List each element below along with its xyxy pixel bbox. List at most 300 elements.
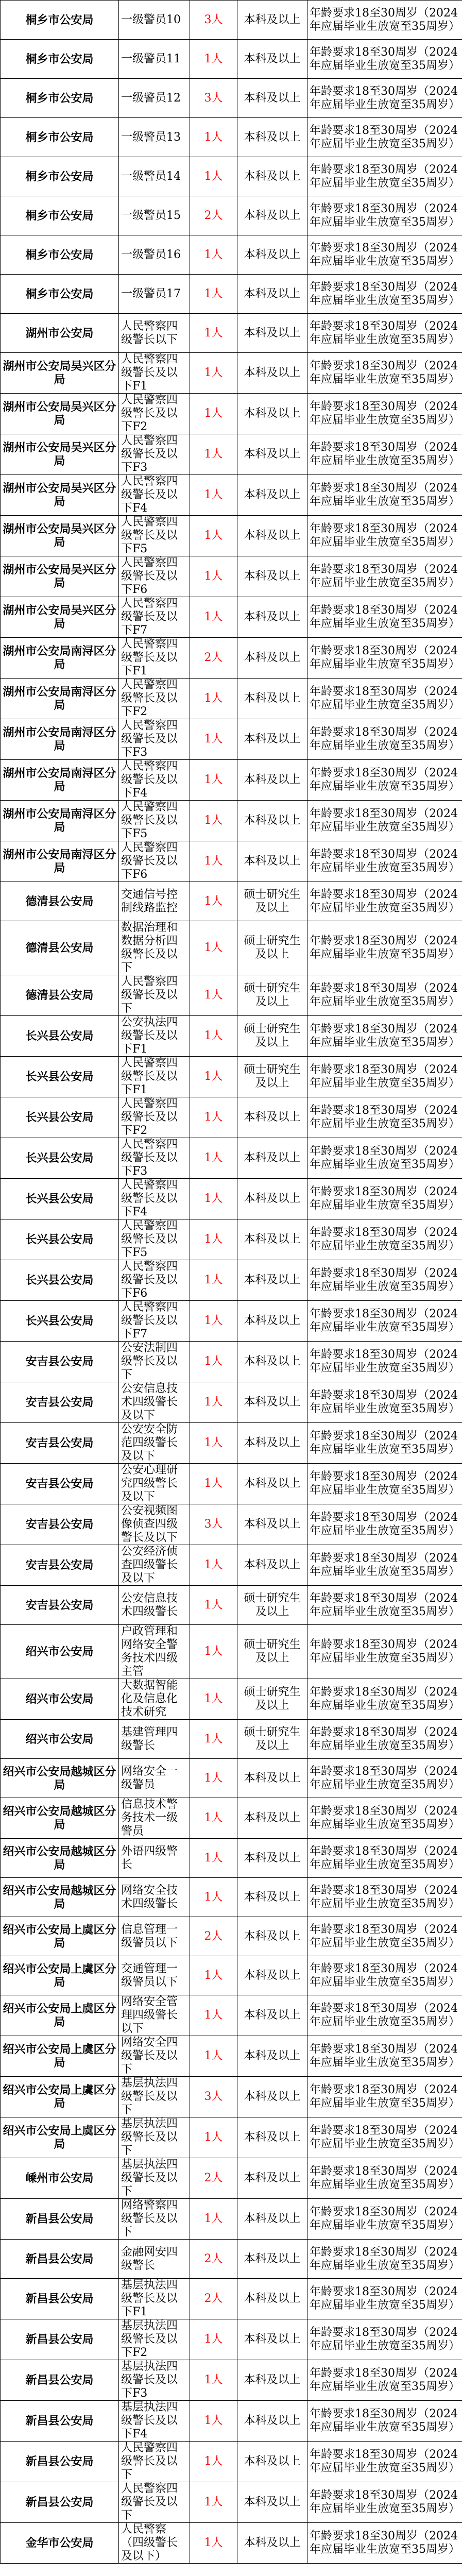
headcount-cell: 2人 <box>190 2240 237 2279</box>
education-cell: 本科及以上 <box>237 1138 307 1179</box>
unit-cell: 桐乡市公安局 <box>1 40 119 79</box>
unit-cell: 长兴县公安局 <box>1 1179 119 1219</box>
requirement-cell: 年龄要求18至30周岁（2024年应届毕业生放宽至35周岁） <box>307 2117 462 2158</box>
headcount-cell: 2人 <box>190 1917 237 1956</box>
table-row <box>1 1798 462 1839</box>
post-cell: 人民警察四级警长及以下 <box>119 975 190 1016</box>
unit-cell: 绍兴市公安局越城区分局 <box>1 1839 119 1878</box>
headcount-cell: 2人 <box>190 2158 237 2199</box>
requirement-cell: 年龄要求18至30周岁（2024年应届毕业生放宽至35周岁） <box>307 2523 462 2564</box>
headcount-cell: 1人 <box>190 1995 237 2036</box>
headcount-cell: 1人 <box>190 2442 237 2482</box>
post-cell: 网络安全一级警员 <box>119 1759 190 1798</box>
table-row <box>1 2077 462 2117</box>
education-cell: 本科及以上 <box>237 1179 307 1219</box>
post-cell: 人民警察四级警长及以下F4 <box>119 1179 190 1219</box>
table-row <box>1 475 462 516</box>
requirement-cell: 年龄要求18至30周岁（2024年应届毕业生放宽至35周岁） <box>307 1545 462 1586</box>
table-row <box>1 2523 462 2564</box>
requirement-cell: 年龄要求18至30周岁（2024年应届毕业生放宽至35周岁） <box>307 760 462 801</box>
education-cell: 硕士研究生及以上 <box>237 1057 307 1097</box>
headcount-cell: 1人 <box>190 157 237 196</box>
headcount-cell: 1人 <box>190 1097 237 1138</box>
education-cell: 硕士研究生及以上 <box>237 1586 307 1625</box>
requirement-cell: 年龄要求18至30周岁（2024年应届毕业生放宽至35周岁） <box>307 196 462 235</box>
post-cell: 人民警察四级警长及以下F3 <box>119 1138 190 1179</box>
unit-cell: 新昌县公安局 <box>1 2482 119 2523</box>
unit-cell: 桐乡市公安局 <box>1 196 119 235</box>
education-cell: 本科及以上 <box>237 1219 307 1260</box>
table-row <box>1 1464 462 1504</box>
table-row <box>1 1545 462 1586</box>
table-row <box>1 1016 462 1057</box>
requirement-cell: 年龄要求18至30周岁（2024年应届毕业生放宽至35周岁） <box>307 275 462 314</box>
headcount-cell: 1人 <box>190 2117 237 2158</box>
post-cell: 一级警员10 <box>119 1 190 40</box>
unit-cell: 桐乡市公安局 <box>1 275 119 314</box>
education-cell: 本科及以上 <box>237 2077 307 2117</box>
table-row <box>1 975 462 1016</box>
table-body <box>1 1 462 2564</box>
requirement-cell: 年龄要求18至30周岁（2024年应届毕业生放宽至35周岁） <box>307 841 462 882</box>
headcount-cell: 1人 <box>190 2482 237 2523</box>
unit-cell: 新昌县公安局 <box>1 2199 119 2240</box>
unit-cell: 长兴县公安局 <box>1 1138 119 1179</box>
post-cell: 基建管理四级警长 <box>119 1720 190 1759</box>
unit-cell: 安吉县公安局 <box>1 1545 119 1586</box>
post-cell: 数据治理和数据分析四级警长及以下 <box>119 921 190 975</box>
post-cell: 户政管理和网络安全警务技术四级主管 <box>119 1625 190 1679</box>
post-cell: 一级警员11 <box>119 40 190 79</box>
post-cell: 网络安全管理四级警长以下 <box>119 1995 190 2036</box>
requirement-cell: 年龄要求18至30周岁（2024年应届毕业生放宽至35周岁） <box>307 2077 462 2117</box>
headcount-cell: 1人 <box>190 314 237 353</box>
requirement-cell: 年龄要求18至30周岁（2024年应届毕业生放宽至35周岁） <box>307 1138 462 1179</box>
requirement-cell: 年龄要求18至30周岁（2024年应届毕业生放宽至35周岁） <box>307 1342 462 1382</box>
table-row <box>1 2442 462 2482</box>
post-cell: 人民警察四级警长及以下F4 <box>119 475 190 516</box>
requirement-cell: 年龄要求18至30周岁（2024年应届毕业生放宽至35周岁） <box>307 1759 462 1798</box>
education-cell: 本科及以上 <box>237 1878 307 1917</box>
post-cell: 人民警察四级警长及以下F6 <box>119 1260 190 1301</box>
requirement-cell: 年龄要求18至30周岁（2024年应届毕业生放宽至35周岁） <box>307 882 462 921</box>
requirement-cell: 年龄要求18至30周岁（2024年应届毕业生放宽至35周岁） <box>307 2036 462 2077</box>
requirement-cell: 年龄要求18至30周岁（2024年应届毕业生放宽至35周岁） <box>307 1260 462 1301</box>
headcount-cell: 1人 <box>190 556 237 597</box>
requirement-cell: 年龄要求18至30周岁（2024年应届毕业生放宽至35周岁） <box>307 475 462 516</box>
headcount-cell: 1人 <box>190 1798 237 1839</box>
table-row <box>1 2360 462 2401</box>
education-cell: 本科及以上 <box>237 2036 307 2077</box>
headcount-cell: 1人 <box>190 719 237 760</box>
post-cell: 信息管理一级警员以下 <box>119 1917 190 1956</box>
unit-cell: 桐乡市公安局 <box>1 1 119 40</box>
table-row <box>1 1 462 40</box>
education-cell: 本科及以上 <box>237 556 307 597</box>
requirement-cell: 年龄要求18至30周岁（2024年应届毕业生放宽至35周岁） <box>307 118 462 157</box>
unit-cell: 安吉县公安局 <box>1 1342 119 1382</box>
headcount-cell: 1人 <box>190 1057 237 1097</box>
headcount-cell: 1人 <box>190 2523 237 2564</box>
unit-cell: 金华市公安局 <box>1 2523 119 2564</box>
education-cell: 本科及以上 <box>237 1464 307 1504</box>
post-cell: 信息技术警务技术一级警员 <box>119 1798 190 1839</box>
unit-cell: 绍兴市公安局上虞区分局 <box>1 1956 119 1995</box>
headcount-cell: 1人 <box>190 1839 237 1878</box>
education-cell: 本科及以上 <box>237 1995 307 2036</box>
requirement-cell: 年龄要求18至30周岁（2024年应届毕业生放宽至35周岁） <box>307 2401 462 2442</box>
unit-cell: 长兴县公安局 <box>1 1301 119 1342</box>
unit-cell: 绍兴市公安局越城区分局 <box>1 1759 119 1798</box>
headcount-cell: 3人 <box>190 1 237 40</box>
table-row <box>1 2482 462 2523</box>
table-row <box>1 1423 462 1464</box>
unit-cell: 新昌县公安局 <box>1 2442 119 2482</box>
education-cell: 本科及以上 <box>237 1342 307 1382</box>
table-row <box>1 2319 462 2360</box>
requirement-cell: 年龄要求18至30周岁（2024年应届毕业生放宽至35周岁） <box>307 40 462 79</box>
requirement-cell: 年龄要求18至30周岁（2024年应届毕业生放宽至35周岁） <box>307 314 462 353</box>
education-cell: 本科及以上 <box>237 1798 307 1839</box>
requirement-cell: 年龄要求18至30周岁（2024年应届毕业生放宽至35周岁） <box>307 679 462 719</box>
table-row <box>1 1057 462 1097</box>
unit-cell: 绍兴市公安局上虞区分局 <box>1 2036 119 2077</box>
education-cell: 本科及以上 <box>237 1504 307 1545</box>
education-cell: 硕士研究生及以上 <box>237 1016 307 1057</box>
unit-cell: 桐乡市公安局 <box>1 235 119 275</box>
headcount-cell: 1人 <box>190 394 237 434</box>
table-row <box>1 1179 462 1219</box>
requirement-cell: 年龄要求18至30周岁（2024年应届毕业生放宽至35周岁） <box>307 921 462 975</box>
post-cell: 人民警察四级警长及以下F5 <box>119 516 190 556</box>
education-cell: 本科及以上 <box>237 2199 307 2240</box>
table-row <box>1 157 462 196</box>
table-row <box>1 597 462 638</box>
headcount-cell: 1人 <box>190 1179 237 1219</box>
unit-cell: 安吉县公安局 <box>1 1382 119 1423</box>
education-cell: 硕士研究生及以上 <box>237 1679 307 1720</box>
headcount-cell: 2人 <box>190 2279 237 2319</box>
unit-cell: 安吉县公安局 <box>1 1464 119 1504</box>
requirement-cell: 年龄要求18至30周岁（2024年应届毕业生放宽至35周岁） <box>307 1219 462 1260</box>
post-cell: 公安执法四级警长及以下F1 <box>119 1016 190 1057</box>
unit-cell: 桐乡市公安局 <box>1 157 119 196</box>
education-cell: 本科及以上 <box>237 1382 307 1423</box>
requirement-cell: 年龄要求18至30周岁（2024年应届毕业生放宽至35周岁） <box>307 1 462 40</box>
unit-cell: 湖州市公安局吴兴区分局 <box>1 516 119 556</box>
table-row <box>1 394 462 434</box>
headcount-cell: 1人 <box>190 1342 237 1382</box>
unit-cell: 长兴县公安局 <box>1 1260 119 1301</box>
unit-cell: 绍兴市公安局越城区分局 <box>1 1798 119 1839</box>
table-row <box>1 2117 462 2158</box>
headcount-cell: 1人 <box>190 2036 237 2077</box>
post-cell: 大数据智能化及信息化技术研究 <box>119 1679 190 1720</box>
requirement-cell: 年龄要求18至30周岁（2024年应届毕业生放宽至35周岁） <box>307 1097 462 1138</box>
education-cell: 本科及以上 <box>237 801 307 841</box>
table-row <box>1 1504 462 1545</box>
education-cell: 本科及以上 <box>237 118 307 157</box>
table-row <box>1 638 462 679</box>
post-cell: 人民警察四级警长及以下F7 <box>119 597 190 638</box>
unit-cell: 绍兴市公安局越城区分局 <box>1 1878 119 1917</box>
table-row <box>1 1260 462 1301</box>
requirement-cell: 年龄要求18至30周岁（2024年应届毕业生放宽至35周岁） <box>307 1016 462 1057</box>
unit-cell: 绍兴市公安局上虞区分局 <box>1 1917 119 1956</box>
requirement-cell: 年龄要求18至30周岁（2024年应届毕业生放宽至35周岁） <box>307 2360 462 2401</box>
requirement-cell: 年龄要求18至30周岁（2024年应届毕业生放宽至35周岁） <box>307 2279 462 2319</box>
table-row <box>1 1382 462 1423</box>
table-row <box>1 556 462 597</box>
post-cell: 基层执法四级警长及以下 <box>119 2158 190 2199</box>
unit-cell: 长兴县公安局 <box>1 1016 119 1057</box>
requirement-cell: 年龄要求18至30周岁（2024年应届毕业生放宽至35周岁） <box>307 556 462 597</box>
headcount-cell: 1人 <box>190 1878 237 1917</box>
education-cell: 本科及以上 <box>237 516 307 556</box>
requirement-cell: 年龄要求18至30周岁（2024年应届毕业生放宽至35周岁） <box>307 1625 462 1679</box>
unit-cell: 湖州市公安局吴兴区分局 <box>1 434 119 475</box>
headcount-cell: 1人 <box>190 2360 237 2401</box>
requirement-cell: 年龄要求18至30周岁（2024年应届毕业生放宽至35周岁） <box>307 1382 462 1423</box>
post-cell: 交通信号控制线路监控 <box>119 882 190 921</box>
requirement-cell: 年龄要求18至30周岁（2024年应届毕业生放宽至35周岁） <box>307 1720 462 1759</box>
table-row <box>1 353 462 394</box>
unit-cell: 新昌县公安局 <box>1 2240 119 2279</box>
headcount-cell: 1人 <box>190 801 237 841</box>
post-cell: 人民警察四级警长及以下F3 <box>119 434 190 475</box>
requirement-cell: 年龄要求18至30周岁（2024年应届毕业生放宽至35周岁） <box>307 719 462 760</box>
headcount-cell: 1人 <box>190 40 237 79</box>
table-row <box>1 434 462 475</box>
unit-cell: 新昌县公安局 <box>1 2279 119 2319</box>
table-row <box>1 1839 462 1878</box>
unit-cell: 绍兴市公安局上虞区分局 <box>1 2077 119 2117</box>
education-cell: 本科及以上 <box>237 434 307 475</box>
post-cell: 公安视频图像侦查四级警长及以下 <box>119 1504 190 1545</box>
unit-cell: 安吉县公安局 <box>1 1586 119 1625</box>
table-row <box>1 2158 462 2199</box>
unit-cell: 湖州市公安局南浔区分局 <box>1 760 119 801</box>
table-row <box>1 1878 462 1917</box>
headcount-cell: 3人 <box>190 2077 237 2117</box>
table-row <box>1 679 462 719</box>
table-row <box>1 719 462 760</box>
headcount-cell: 1人 <box>190 275 237 314</box>
headcount-cell: 1人 <box>190 1759 237 1798</box>
table-row <box>1 1720 462 1759</box>
headcount-cell: 1人 <box>190 2199 237 2240</box>
requirement-cell: 年龄要求18至30周岁（2024年应届毕业生放宽至35周岁） <box>307 434 462 475</box>
education-cell: 本科及以上 <box>237 679 307 719</box>
headcount-cell: 1人 <box>190 1423 237 1464</box>
education-cell: 本科及以上 <box>237 1 307 40</box>
education-cell: 本科及以上 <box>237 2482 307 2523</box>
requirement-cell: 年龄要求18至30周岁（2024年应届毕业生放宽至35周岁） <box>307 2482 462 2523</box>
post-cell: 公安法制四级警长及以下 <box>119 1342 190 1382</box>
post-cell: 人民警察四级警长及以下F5 <box>119 1219 190 1260</box>
table-row <box>1 235 462 275</box>
headcount-cell: 1人 <box>190 475 237 516</box>
headcount-cell: 1人 <box>190 235 237 275</box>
table-row <box>1 1956 462 1995</box>
unit-cell: 湖州市公安局 <box>1 314 119 353</box>
table-row <box>1 516 462 556</box>
post-cell: 人民警察四级警长及以下F2 <box>119 1097 190 1138</box>
post-cell: 公安心理研究四级警长及以下 <box>119 1464 190 1504</box>
table-row <box>1 1097 462 1138</box>
education-cell: 本科及以上 <box>237 1097 307 1138</box>
education-cell: 硕士研究生及以上 <box>237 1720 307 1759</box>
education-cell: 本科及以上 <box>237 475 307 516</box>
headcount-cell: 1人 <box>190 1586 237 1625</box>
table-row <box>1 801 462 841</box>
unit-cell: 湖州市公安局南浔区分局 <box>1 679 119 719</box>
unit-cell: 湖州市公安局吴兴区分局 <box>1 475 119 516</box>
education-cell: 本科及以上 <box>237 79 307 118</box>
education-cell: 本科及以上 <box>237 157 307 196</box>
table-row <box>1 2199 462 2240</box>
education-cell: 本科及以上 <box>237 1759 307 1798</box>
requirement-cell: 年龄要求18至30周岁（2024年应届毕业生放宽至35周岁） <box>307 394 462 434</box>
education-cell: 本科及以上 <box>237 196 307 235</box>
post-cell: 人民警察四级警长以下 <box>119 314 190 353</box>
unit-cell: 绍兴市公安局 <box>1 1625 119 1679</box>
unit-cell: 新昌县公安局 <box>1 2360 119 2401</box>
post-cell: 一级警员17 <box>119 275 190 314</box>
education-cell: 本科及以上 <box>237 2158 307 2199</box>
requirement-cell: 年龄要求18至30周岁（2024年应届毕业生放宽至35周岁） <box>307 1586 462 1625</box>
requirement-cell: 年龄要求18至30周岁（2024年应届毕业生放宽至35周岁） <box>307 1179 462 1219</box>
education-cell: 本科及以上 <box>237 2401 307 2442</box>
unit-cell: 湖州市公安局南浔区分局 <box>1 719 119 760</box>
headcount-cell: 1人 <box>190 2401 237 2442</box>
post-cell: 基层执法四级警长及以下F1 <box>119 2279 190 2319</box>
headcount-cell: 1人 <box>190 1720 237 1759</box>
unit-cell: 湖州市公安局吴兴区分局 <box>1 556 119 597</box>
post-cell: 人民警察四级警长及以下F1 <box>119 1057 190 1097</box>
education-cell: 硕士研究生及以上 <box>237 1625 307 1679</box>
requirement-cell: 年龄要求18至30周岁（2024年应届毕业生放宽至35周岁） <box>307 353 462 394</box>
post-cell: 人民警察四级警长及以下F1 <box>119 638 190 679</box>
education-cell: 本科及以上 <box>237 1423 307 1464</box>
unit-cell: 新昌县公安局 <box>1 2319 119 2360</box>
post-cell: 人民警察四级警长及以下F1 <box>119 353 190 394</box>
education-cell: 本科及以上 <box>237 1917 307 1956</box>
headcount-cell: 1人 <box>190 1219 237 1260</box>
post-cell: 基层执法四级警长及以下F3 <box>119 2360 190 2401</box>
requirement-cell: 年龄要求18至30周岁（2024年应届毕业生放宽至35周岁） <box>307 1995 462 2036</box>
requirement-cell: 年龄要求18至30周岁（2024年应届毕业生放宽至35周岁） <box>307 157 462 196</box>
requirement-cell: 年龄要求18至30周岁（2024年应届毕业生放宽至35周岁） <box>307 2319 462 2360</box>
post-cell: 人民警察四级警长及以下F5 <box>119 801 190 841</box>
education-cell: 本科及以上 <box>237 2360 307 2401</box>
post-cell: 人民警察四级警长及以下F4 <box>119 760 190 801</box>
education-cell: 本科及以上 <box>237 275 307 314</box>
headcount-cell: 1人 <box>190 1625 237 1679</box>
post-cell: 公安经济侦查四级警长及以下 <box>119 1545 190 1586</box>
education-cell: 本科及以上 <box>237 1301 307 1342</box>
unit-cell: 德清县公安局 <box>1 921 119 975</box>
post-cell: 网络安全四级警长及以下 <box>119 2036 190 2077</box>
requirement-cell: 年龄要求18至30周岁（2024年应届毕业生放宽至35周岁） <box>307 1504 462 1545</box>
unit-cell: 湖州市公安局南浔区分局 <box>1 638 119 679</box>
headcount-cell: 1人 <box>190 1382 237 1423</box>
headcount-cell: 1人 <box>190 1301 237 1342</box>
table-row <box>1 275 462 314</box>
headcount-cell: 3人 <box>190 79 237 118</box>
table-row <box>1 40 462 79</box>
requirement-cell: 年龄要求18至30周岁（2024年应届毕业生放宽至35周岁） <box>307 1839 462 1878</box>
table-row <box>1 1917 462 1956</box>
headcount-cell: 1人 <box>190 516 237 556</box>
headcount-cell: 1人 <box>190 1679 237 1720</box>
headcount-cell: 3人 <box>190 1504 237 1545</box>
education-cell: 本科及以上 <box>237 314 307 353</box>
requirement-cell: 年龄要求18至30周岁（2024年应届毕业生放宽至35周岁） <box>307 1956 462 1995</box>
unit-cell: 德清县公安局 <box>1 975 119 1016</box>
table-row <box>1 2036 462 2077</box>
education-cell: 硕士研究生及以上 <box>237 975 307 1016</box>
education-cell: 本科及以上 <box>237 2240 307 2279</box>
post-cell: 金融网安四级警长 <box>119 2240 190 2279</box>
unit-cell: 德清县公安局 <box>1 882 119 921</box>
requirement-cell: 年龄要求18至30周岁（2024年应届毕业生放宽至35周岁） <box>307 2158 462 2199</box>
post-cell: 网络安全技术四级警长 <box>119 1878 190 1917</box>
education-cell: 本科及以上 <box>237 760 307 801</box>
post-cell: 公安信息技术四级警长 <box>119 1586 190 1625</box>
requirement-cell: 年龄要求18至30周岁（2024年应届毕业生放宽至35周岁） <box>307 597 462 638</box>
post-cell: 外语四级警长 <box>119 1839 190 1878</box>
unit-cell: 绍兴市公安局 <box>1 1679 119 1720</box>
requirement-cell: 年龄要求18至30周岁（2024年应届毕业生放宽至35周岁） <box>307 638 462 679</box>
post-cell: 公安安全防范四级警长及以下 <box>119 1423 190 1464</box>
post-cell: 人民警察（四级警长及以下） <box>119 2523 190 2564</box>
unit-cell: 湖州市公安局吴兴区分局 <box>1 353 119 394</box>
post-cell: 人民警察四级警长及以下F3 <box>119 719 190 760</box>
education-cell: 本科及以上 <box>237 719 307 760</box>
education-cell: 本科及以上 <box>237 597 307 638</box>
post-cell: 一级警员16 <box>119 235 190 275</box>
headcount-cell: 1人 <box>190 921 237 975</box>
post-cell: 人民警察四级警长及以下F6 <box>119 841 190 882</box>
education-cell: 本科及以上 <box>237 1956 307 1995</box>
requirement-cell: 年龄要求18至30周岁（2024年应届毕业生放宽至35周岁） <box>307 975 462 1016</box>
requirement-cell: 年龄要求18至30周岁（2024年应届毕业生放宽至35周岁） <box>307 1464 462 1504</box>
post-cell: 人民警察四级警长及以下 <box>119 2442 190 2482</box>
requirement-cell: 年龄要求18至30周岁（2024年应届毕业生放宽至35周岁） <box>307 1798 462 1839</box>
requirement-cell: 年龄要求18至30周岁（2024年应届毕业生放宽至35周岁） <box>307 516 462 556</box>
education-cell: 本科及以上 <box>237 1545 307 1586</box>
requirement-cell: 年龄要求18至30周岁（2024年应届毕业生放宽至35周岁） <box>307 2240 462 2279</box>
education-cell: 本科及以上 <box>237 841 307 882</box>
headcount-cell: 1人 <box>190 1138 237 1179</box>
headcount-cell: 1人 <box>190 1956 237 1995</box>
table-row <box>1 1138 462 1179</box>
education-cell: 本科及以上 <box>237 2442 307 2482</box>
post-cell: 人民警察四级警长及以下F6 <box>119 556 190 597</box>
headcount-cell: 2人 <box>190 638 237 679</box>
education-cell: 本科及以上 <box>237 2523 307 2564</box>
headcount-cell: 1人 <box>190 597 237 638</box>
post-cell: 人民警察四级警长及以下F2 <box>119 679 190 719</box>
table-row <box>1 760 462 801</box>
headcount-cell: 1人 <box>190 882 237 921</box>
post-cell: 人民警察四级警长及以下 <box>119 2482 190 2523</box>
requirement-cell: 年龄要求18至30周岁（2024年应届毕业生放宽至35周岁） <box>307 801 462 841</box>
unit-cell: 湖州市公安局南浔区分局 <box>1 841 119 882</box>
unit-cell: 桐乡市公安局 <box>1 118 119 157</box>
unit-cell: 长兴县公安局 <box>1 1097 119 1138</box>
